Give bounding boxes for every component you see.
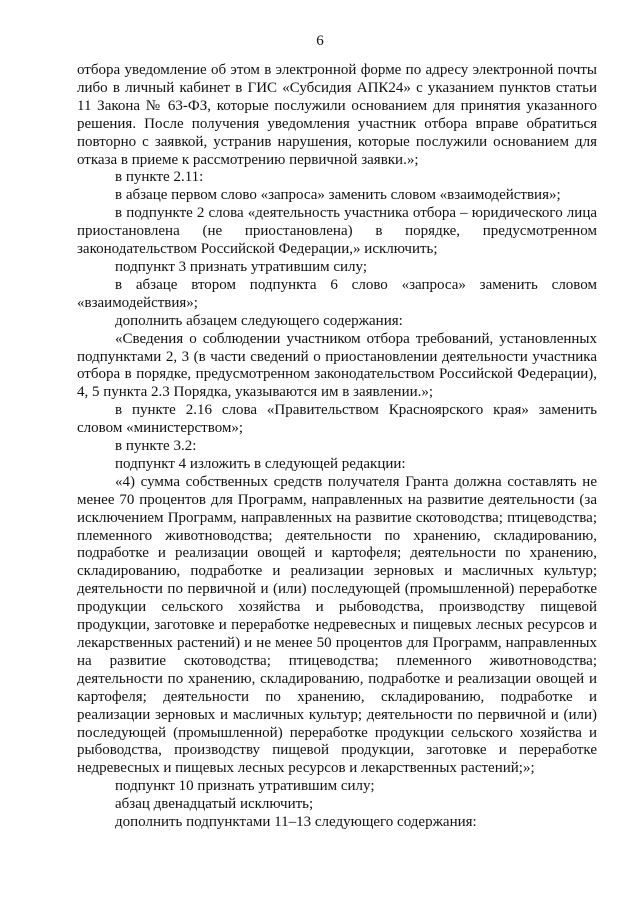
paragraph: отбора уведомление об этом в электронной форме по адресу электронной почты либо в личный кабинет в ГИС «Субсидия АПК24» с указанием пунктов статьи 11 Закона № 63-ФЗ, которые послужили основанием для принятия указанного решения. После получения уведомления участник отбора вправе обратиться повторно с заявкой, устранив нарушения, которые послужили основанием для отказа в приеме к рассмотрению первичной заявки.»; — [77, 62, 597, 168]
paragraph: в абзаце первом слово «запроса» заменить словом «взаимодействия»; — [115, 187, 561, 204]
paragraph: в пункте 3.2: — [115, 438, 197, 455]
page-number: 6 — [316, 33, 324, 49]
paragraph: подпункт 3 признать утратившим силу; — [115, 258, 367, 275]
paragraph: дополнить подпунктами 11–13 следующего содержания: — [115, 814, 477, 831]
paragraph: дополнить абзацем следующего содержания: — [115, 312, 403, 329]
paragraph: в пункте 2.16 слова «Правительством Красноярского края» заменить словом «министерством»; — [77, 402, 597, 437]
paragraph: в пункте 2.11: — [115, 169, 204, 186]
paragraph: абзац двенадцатый исключить; — [115, 796, 314, 813]
document-body — [77, 62, 597, 832]
paragraph: в подпункте 2 слова «деятельность участника отбора – юридического лица приостановлена (не приостановлена) в порядке, предусмотренном законодательством Российской Федерации,» исключить; — [77, 205, 597, 258]
paragraph: «4) сумма собственных средств получателя Гранта должна составлять не менее 70 процентов для Программ, направленных на развитие деятельности (за исключением Программ, направленных на развитие скотоводства; птицеводства; племенного животноводства; деятельности по хранению, складированию, подработке и реализации овощей и картофеля; деятельности по хранению, складированию, подработке и реализации зерновых и масличных культур; деятельности по первичной и (или) последующей (промышленной) переработке продукции сельского хозяйства и рыбоводства, производству пищевой продукции, заготовке и переработке недревесных и пищевых лесных ресурсов и лекарственных растений) и не менее 50 процентов для Программ, направленных на развитие скотоводства; птицеводства; племенного животноводства; деятельности по хранению, складированию, подработке и реализации овощей и картофеля; деятельности по хранению, складированию, подработке и реализации зерновых и масличных культур; деятельности по первичной и (или) последующей (промышленной) переработке продукции сельского хозяйства и рыбоводства, производству пищевой продукции, заготовке и переработке недревесных и пищевых лесных ресурсов и лекарственных растений;»; — [77, 473, 597, 777]
paragraph: подпункт 10 признать утратившим силу; — [115, 778, 375, 795]
paragraph: в абзаце втором подпункта 6 слово «запроса» заменить словом «взаимодействия»; — [77, 276, 597, 311]
paragraph: подпункт 4 изложить в следующей редакции: — [115, 455, 406, 472]
paragraph: «Сведения о соблюдении участником отбора требований, установленных подпунктами 2, 3 (в части сведений о приостановлении деятельности участника отбора в порядке, предусмотренном законодательством Российской Федерации), 4, 5 пункта 2.3 Порядка, указываются им в заявлении.»; — [77, 330, 597, 401]
